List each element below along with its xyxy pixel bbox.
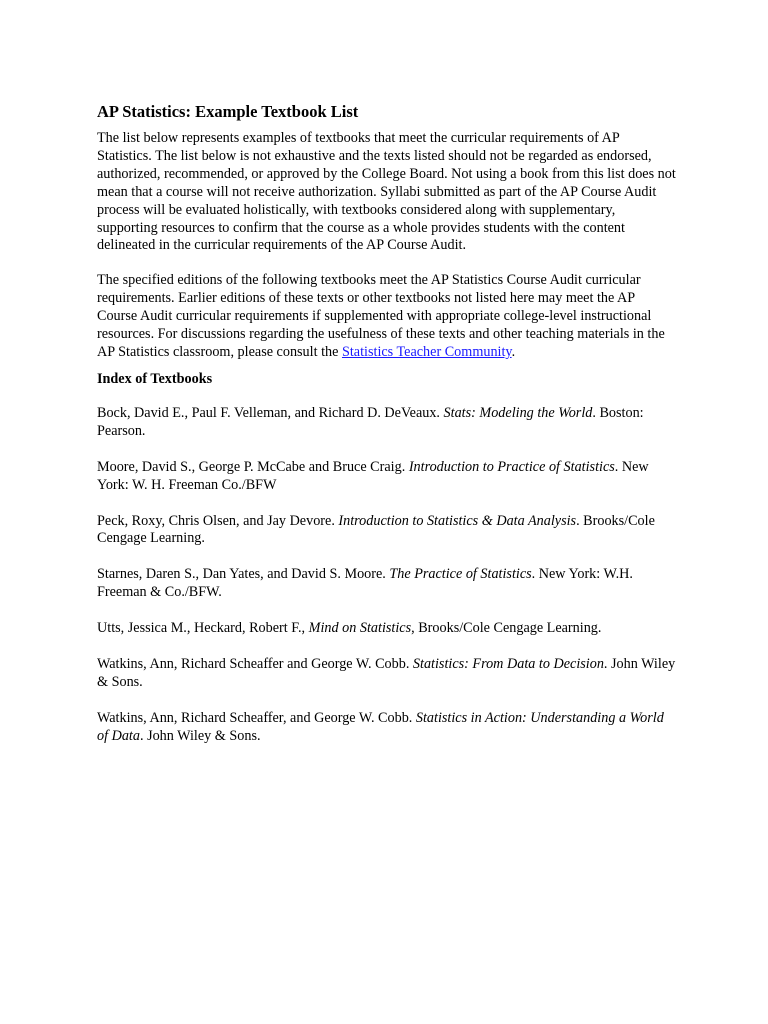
textbook-entry xyxy=(97,405,677,441)
editions-paragraph-end: . xyxy=(511,343,516,360)
textbook-entry xyxy=(97,620,677,638)
textbook-publisher: . Boston: Pearson. xyxy=(97,404,644,439)
textbook-authors: Bock, David E., Paul F. Velleman, and Richard D. DeVeaux. xyxy=(97,404,444,421)
textbook-title: Statistics: From Data to Decision xyxy=(412,656,604,673)
textbook-publisher: . New York: W. H. Freeman Co./BFW xyxy=(97,458,649,493)
textbook-title: Stats: Modeling the World xyxy=(443,404,593,421)
textbook-title: Statistics in Action: Understanding a World of Data xyxy=(97,709,664,744)
textbook-title: The Practice of Statistics xyxy=(389,566,532,583)
textbook-list xyxy=(97,405,677,746)
textbook-title: Mind on Statistics xyxy=(308,620,412,637)
textbook-publisher: , Brooks/Cole Cengage Learning. xyxy=(411,620,602,637)
textbook-authors: Starnes, Daren S., Dan Yates, and David S. Moore. xyxy=(97,566,390,583)
editions-paragraph-text: The specified editions of the following textbooks meet the AP Statistics Course Audit curricular requirements. Earlier editions of these texts or other textbooks not listed here may meet the AP Course Audit curricular requirements if supplemented with appropriate college-level instructional resources. For discussions regarding the usefulness of these texts and other teaching materials in the AP Statistics classroom, please consult the xyxy=(97,272,665,360)
textbook-authors: Moore, David S., George P. McCabe and Bruce Craig. xyxy=(97,458,409,475)
textbook-authors: Watkins, Ann, Richard Scheaffer and George W. Cobb. xyxy=(97,656,413,673)
textbook-authors: Watkins, Ann, Richard Scheaffer, and George W. Cobb. xyxy=(97,709,416,726)
textbook-publisher: . New York: W.H. Freeman & Co./BFW. xyxy=(97,566,633,601)
textbook-entry xyxy=(97,656,677,692)
textbook-entry xyxy=(97,513,677,549)
index-heading: Index of Textbooks xyxy=(97,370,213,387)
page-title: AP Statistics: Example Textbook List xyxy=(97,102,359,121)
intro-paragraph: The list below represents examples of textbooks that meet the curricular requirements of AP Statistics. The list below is not exhaustive and the texts listed should not be regarded as endorsed, authorized, recommended, or approved by the College Board. Not using a book from this list does not mean that a course will not receive authorization. Syllabi submitted as part of the AP Course Audit process will be evaluated holistically, with textbooks considered along with supplementary, supporting resources to confirm that the course as a whole provides students with the content delineated in the curricular requirements of the AP Course Audit. xyxy=(97,130,676,254)
textbook-title: Introduction to Practice of Statistics xyxy=(408,458,615,475)
textbook-entry xyxy=(97,710,677,746)
textbook-title: Introduction to Statistics & Data Analysis xyxy=(338,512,577,529)
statistics-teacher-community-link[interactable]: Statistics Teacher Community xyxy=(341,343,512,360)
textbook-authors: Utts, Jessica M., Heckard, Robert F., xyxy=(97,620,309,637)
editions-paragraph xyxy=(97,272,677,362)
document-page xyxy=(97,101,677,764)
textbook-authors: Peck, Roxy, Chris Olsen, and Jay Devore. xyxy=(97,512,339,529)
textbook-entry xyxy=(97,566,677,602)
textbook-publisher: . John Wiley & Sons. xyxy=(97,656,676,690)
textbook-publisher: . John Wiley & Sons. xyxy=(139,727,261,744)
textbook-publisher: . Brooks/Cole Cengage Learning. xyxy=(97,512,655,547)
textbook-entry xyxy=(97,459,677,495)
